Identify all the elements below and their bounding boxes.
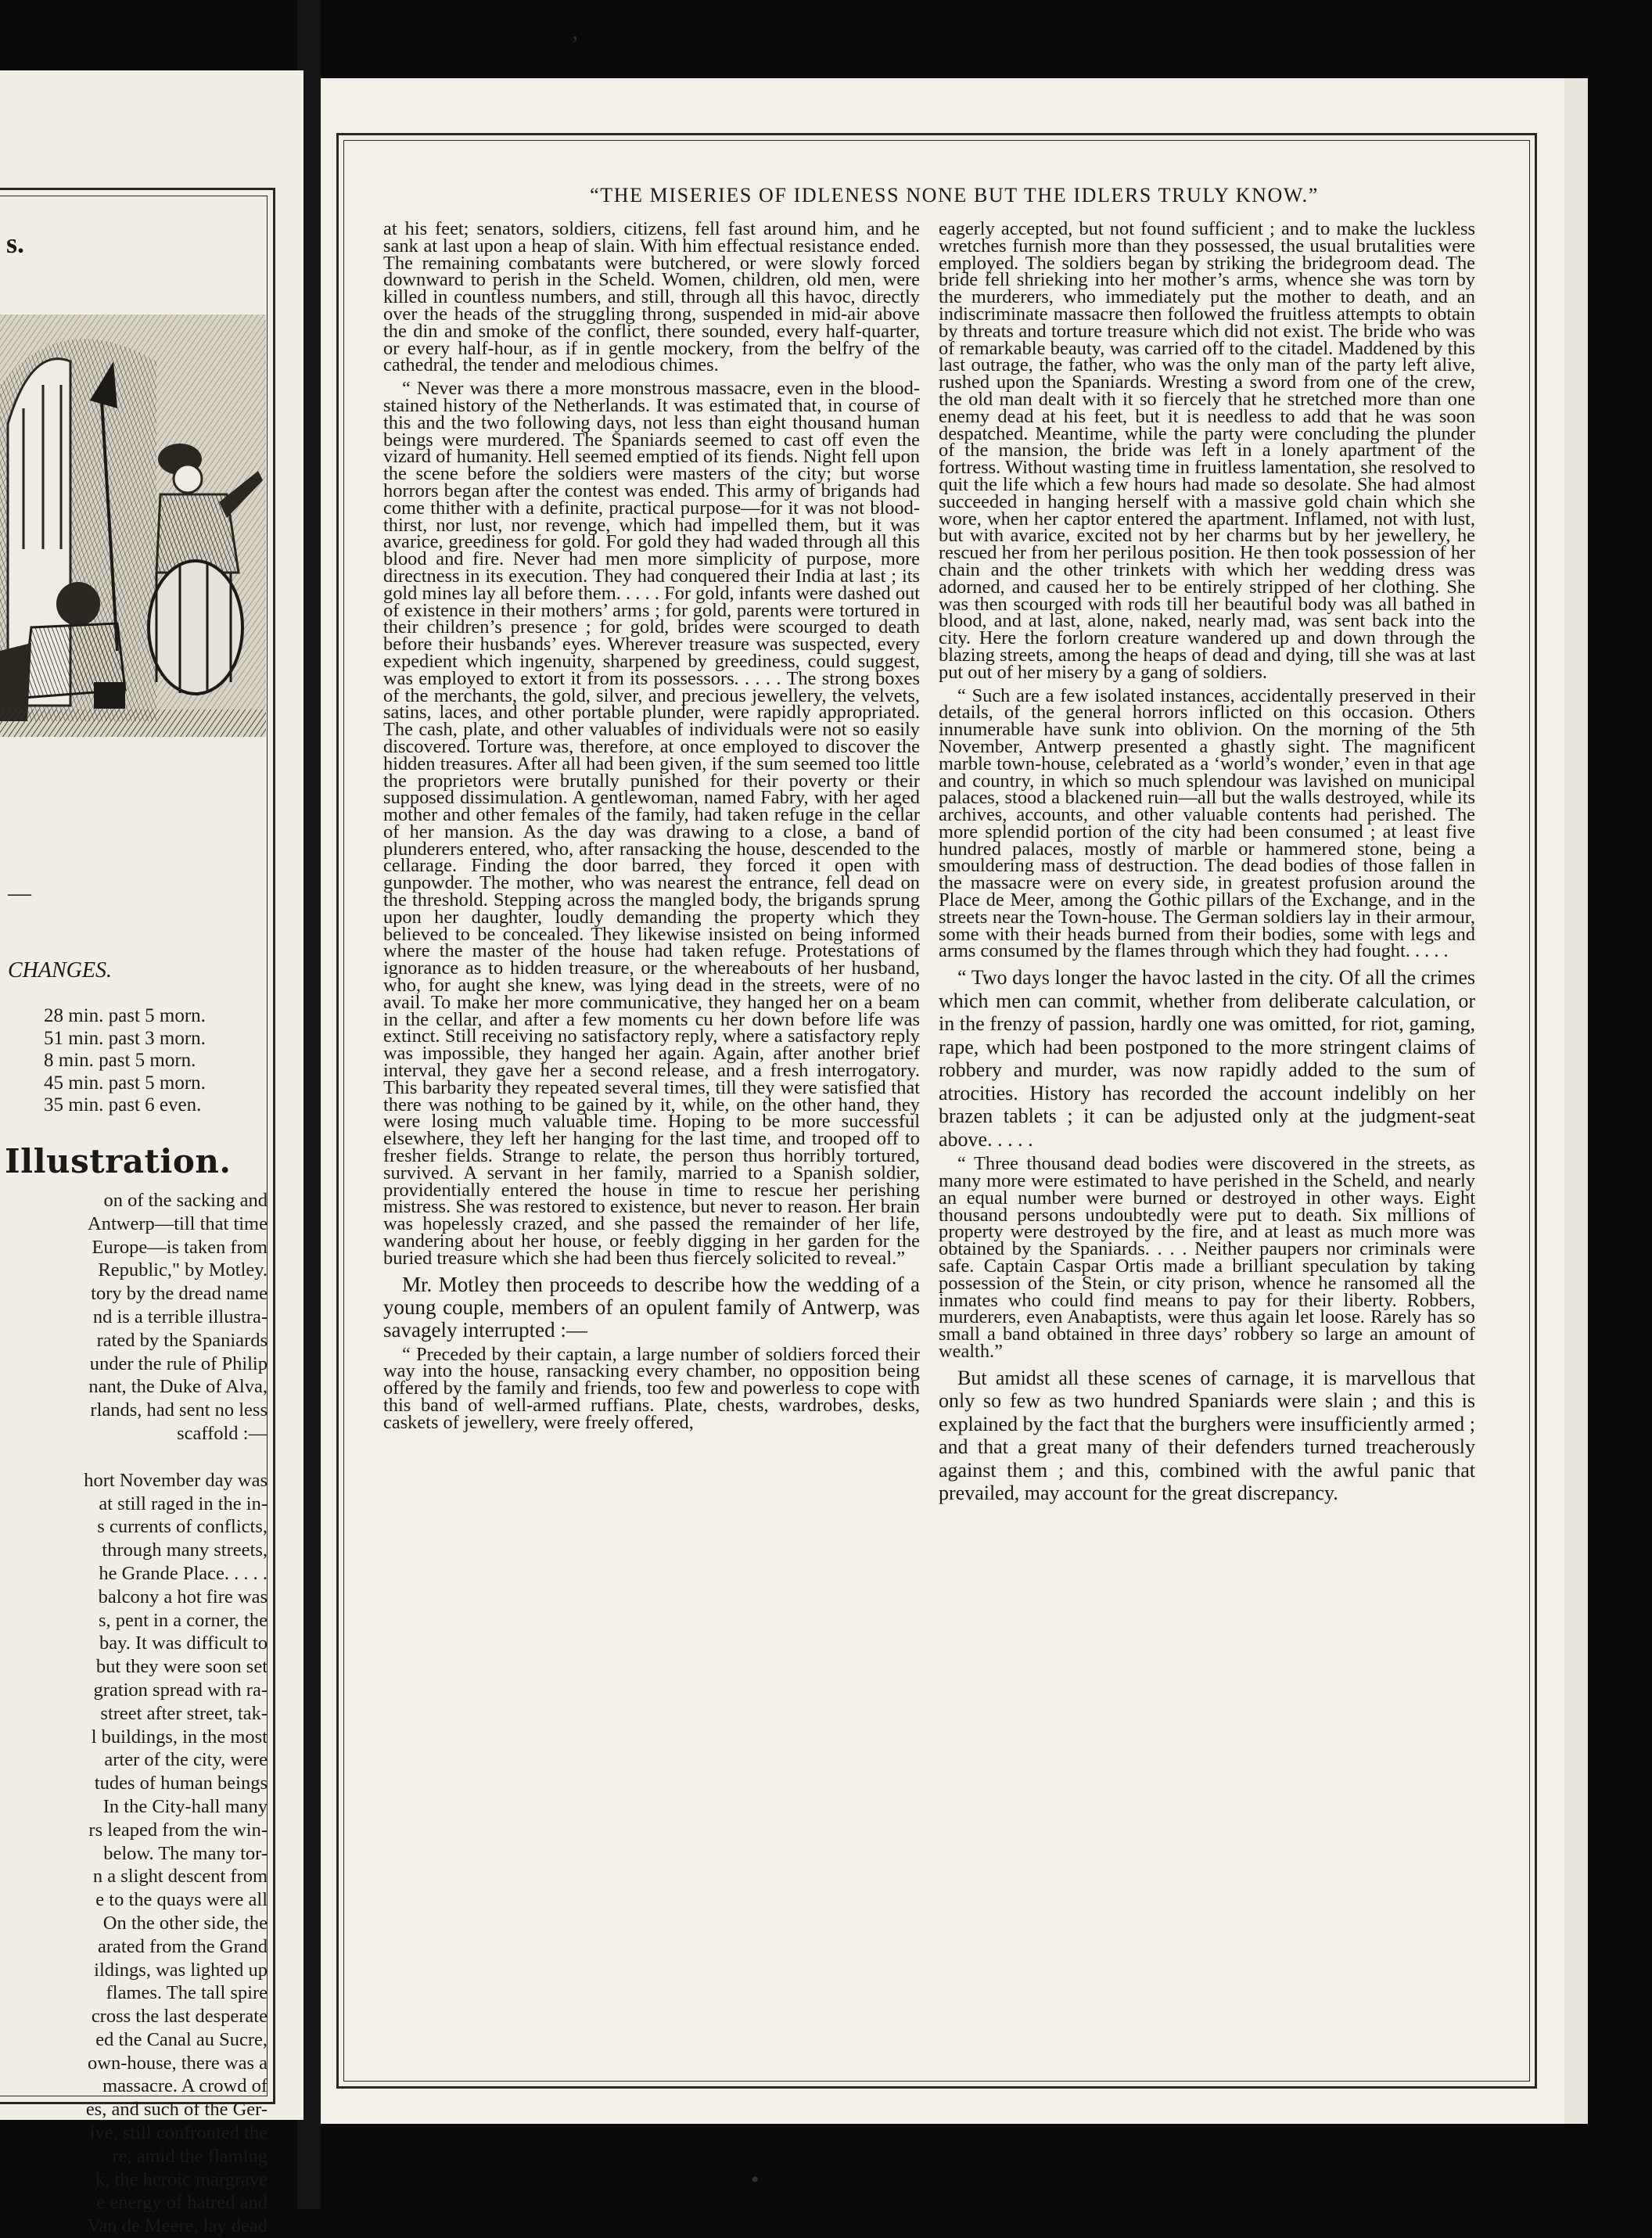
text-line: rs leaped from the win- [88,1819,268,1841]
text-line: cross the last desperate [91,2006,268,2028]
text-line: under the rule of Philip [89,1352,268,1374]
text-line: bay. It was difficult to [99,1633,268,1654]
text-line: Europe—is taken from [92,1236,268,1258]
illustration-heading: Illustration. [5,1142,232,1180]
text-line: e to the quays were all [95,1889,268,1911]
text-line: s currents of conflicts, [97,1516,268,1538]
text-column-left [383,218,920,1438]
text-line: es, and such of the Ger- [85,2099,268,2121]
text-line: ed the Canal au Sucre, [95,2028,268,2050]
text-line: at still raged in the in- [99,1493,268,1514]
text-line: arter of the city, were [104,1749,268,1771]
text-line: gration spread with ra- [93,1679,268,1701]
page-edge [1564,78,1588,2124]
text-line: ildings, was lighted up [94,1959,268,1981]
paragraph: “ Such are a few isolated instances, accidentally preserved in their details, of the general horrors inflicted on this occasion. Others innumerable have sunk into oblivion. On the morning of the 5th November, Antwerp presented a ghastly sight. The magnificent marble town-house, celebrated as a ‘world’s wonder,’ even in that age and country, in which so much splendour was lavished on municipal palaces, stood a blackened ruin—all but the walls destroyed, while its archives, accounts, and other valuable contents had perished. The more splendid portion of the city had been consumed ; at least five hundred palaces, mostly of marble or hammered stone, being a smouldering mass of destruction. The dead bodies of those fallen in the massacre were on every side, in greatest profusion around the Place de Meer, among the Gothic pillars of the Exchange, and in the streets near the Town-house. The German soldiers lay in their armour, some with their heads burned from their bodies, some with legs and arms consumed by the flames through which they had fought. . . . . [939,684,1475,962]
text-line: street after street, tak- [100,1702,268,1724]
text-line [2,1446,268,1469]
paragraph: But amidst all these scenes of carnage, it is marvellous that only so few as two hundred Spaniards were slain ; and this is explained by the fact that the burghers were insufficiently armed ; and that a great many of their defenders turned treacherously against them ; and this, combined with the awful panic that prevailed, may account for the great discrepancy. [939,1366,1475,1505]
text-line: arated from the Grand [98,1935,268,1957]
text-line: tudes of human beings [94,1773,268,1794]
tide-row: 8 min. past 5 morn. [44,1050,196,1072]
tide-row: 45 min. past 5 morn. [44,1072,206,1094]
text-line: rated by the Spaniards [96,1329,268,1351]
text-line: he Grande Place. . . . . [99,1562,268,1584]
text-line: balcony a hot fire was [98,1586,268,1608]
text-line: Van de Meere, lay dead [87,2215,268,2237]
text-line: In the City-hall many [102,1795,268,1817]
text-line: hort November day was [84,1469,268,1491]
text-line: On the other side, the [102,1912,268,1934]
text-line: nant, the Duke of Alva, [88,1376,268,1398]
text-line: nd is a terrible illustra- [92,1306,268,1327]
tide-row: 35 min. past 6 even. [44,1094,202,1116]
text-line: l buildings, in the most [91,1726,268,1748]
text-line: on of the sacking and [103,1190,268,1211]
left-page-text [2,1189,268,2238]
text-line: scaffold :— [177,1422,268,1444]
text-line: e energy of hatred and [96,2192,268,2214]
paragraph: “ Never was there a more monstrous massacre, even in the blood-stained history of the Netherlands. It was estimated that, in course of this and the two following days, not less than eight thousand human beings were murdered. The Spaniards seemed to cast off even the vizard of humanity. Hell seemed emptied of its fiends. Night fell upon the scene before the soldiers were masters of the city; but worse horrors began after the contest was ended. This army of brigands had come thither with a definite, practical purpose—for it was not blood-thirst, nor lust, nor revenge, which had impelled them, but it was avarice, greediness for gold. For gold they had waded through all this blood and fire. Never had men more simplicity of purpose, more directness in its execution. They had conquered their India at last ; its gold mines lay all before them. . . . . For gold, infants were dashed out of existence in their mothers’ arms ; for gold, parents were tortured in their children’s presence ; for gold, brides were scourged to death before their husbands’ eyes. Wherever treasure was suspected, every expedient which ingenuity, sharpened by greediness, could suggest, was employed to extort it from its possessors. . . . . The strong boxes of the merchants, the gold, silver, and precious jewellery, the velvets, satins, laces, and other portable plunder, were rapidly appropriated. The cash, plate, and other valuables of individuals were not so easily discovered. Torture was, therefore, at once employed to discover the hidden treasures. After all had been given, if the sum seemed too little the proprietors were brutally punished for their poverty or their supposed dissimulation. A gentlewoman, named Fabry, with her aged mother and other females of the family, had taken refuge in the cellar of her mansion. As the day was drawing to a close, a band of plunderers entered, who, after ransacking the house, descended to the cellarage. Finding the door barred, they forced it open with gunpowder. The mother, who was nearest the entrance, fell dead on the threshold. Stepping across the mangled body, the brigands sprung upon her daughter, loudly demanding the property which they believed to be concealed. They likewise insisted on being informed where the master of the house had taken refuge. Protestations of ignorance as to hidden treasure, or the whereabouts of her husband, who, for aught she knew, was lying dead in the streets, were of no avail. To make her more communicative, they hanged her on a beam in the cellar, and after a few moments cu her down before life was extinct. Still receiving no satisfactory reply, where a satisfactory reply was impossible, they hanged her again. Again, after another brief interval, they gave her a second release, and a fresh interrogatory. This barbarity they repeated several times, till they were satisfied that there was nothing to be gained by it, while, on the other hand, they were losing much valuable time. Hoping to be more successful elsewhere, they left her hanging for the last time, and trooped off to fresher fields. Strange to relate, the person thus horribly tortured, survived. A servant in her family, married to a Spanish soldier, providentially entered the house in time to rescue her perishing mistress. She was restored to existence, but never to reason. Her brain was hopelessly crazed, and she passed the remainder of her life, wandering about her house, or feebly digging in her garden for the buried treasure which she had been thus fiercely solicited to reveal.” [383,378,920,1269]
tide-table [44,1005,206,1117]
scan-speck: ’ [571,31,579,57]
left-caption-mark: — [8,880,31,906]
text-column-right [939,218,1475,1510]
paragraph: “ Three thousand dead bodies were discovered in the streets, as many more were estimated to have perished in the Scheld, and nearly an equal number were burned or destroyed in other ways. Eight thousand persons undoubtedly were put to death. Six millions of property were destroyed by the fire, and at least as much more was obtained by the Spaniards. . . . Neither paupers nor criminals were safe. Captain Caspar Ortis made a brilliant speculation by taking possession of the Stein, or city prison, whence he ransomed all the inmates who could find means to pay for their liberty. Robbers, murderers, even Anabaptists, were thus again let loose. Rarely has so small a band obtained in three days’ robbery so large an amount of wealth.” [939,1153,1475,1363]
text-line: rlands, had sent no less [90,1399,268,1421]
text-line: n a slight descent from [92,1866,268,1888]
tide-changes-heading: CHANGES. [8,958,112,982]
paragraph: eagerly accepted, but not found sufficient ; and to make the luckless wretches furnish more than they possessed, the usual brutalities were employed. The soldiers began by striking the bridegroom dead. The bride fell shrieking into her mother’s arms, whence she was torn by the murderers, who immediately put the mother to death, and an indiscriminate massacre then followed the fruitless attempts to obtain by threats and torture treasure which did not exist. The bride who was of remarkable beauty, was carried off to the citadel. Maddened by this last outrage, the father, who was the only man of the party left alive, rushed upon the Spaniards. Wresting a sword from one of the crew, the old man dealt with it so fiercely that he stretched more than one enemy dead at his feet, but it is needless to add that he was soon despatched. Meantime, while the party were concluding the plunder of the mansion, the bride was left in a lonely apartment of the fortress. Without wasting time in fruitless lamentation, she resolved to quit the life which a few hours had made so desolate. She had almost succeeded in hanging herself with a massive gold chain which she wore, when her captor entered the apartment. Inflamed, not with lust, but with avarice, excited not by her charms but by her jewellery, he rescued her from her perilous position. He then took possession of her chain and the other trinkets with which her wedding dress was adorned, and caused her to be entirely stripped of her clothing. She was then scourged with rods till her beautiful body was all bathed in blood, and at last, alone, naked, nearly mad, was sent back into the city. Here the forlorn creature wandered up and down through the blazing streets, among the heaps of dead and dying, till she was at last put out of her misery by a gang of soldiers. [939,218,1475,683]
text-line: s, pent in a corner, the [98,1609,268,1631]
text-line: re, amid the flaming [112,2145,268,2167]
soldiers-engraving-image [0,314,266,737]
engraving-illustration [0,314,266,737]
tide-row: 28 min. past 5 morn. [44,1005,206,1026]
running-head: “THE MISERIES OF IDLENESS NONE BUT THE IDLERS TRULY KNOW.” [590,184,1319,207]
text-line: below. The many tor- [103,1842,268,1864]
text-line: but they were soon set [95,1656,268,1678]
text-line: Republic," by Motley. [98,1259,268,1281]
text-line: own-house, there was a [88,2052,268,2074]
paragraph: at his feet; senators, soldiers, citizens, fell fast around him, and he sank at last upon a heap of slain. With him effectual resistance ended. The remaining combatants were butchered, or were slowly forced downward to perish in the Scheld. Women, children, old men, were killed in countless numbers, and still, through all this havoc, directly over the heads of the struggling throng, suspended in mid-air above the din and smoke of the conflict, there sounded, every half-quarter, or every half-hour, as if in gentle mockery, from the belfry of the cathedral, the tender and melodious chimes. [383,218,920,376]
text-line: k, the heroic margrave [95,2168,268,2190]
paragraph: “ Two days longer the havoc lasted in the city. Of all the crimes which men can commit, whether from deliberate calculation, or in the frenzy of passion, hardly one was omitted, for riot, gaming, rape, which had been postponed to the more stringent claims of robbery and murder, was now rapidly added to the sum of atrocities. History has recorded the account indelibly on her brazen tablets ; it can be adjusted only at the judgment-seat above. . . . . [939,966,1475,1151]
text-line: flames. The tall spire [106,1982,268,2004]
right-page [321,78,1588,2124]
text-line: massacre. A crowd of [102,2075,268,2097]
text-line: ive, still confronted the [89,2122,268,2144]
left-title-fragment: s. [6,228,25,259]
tide-row: 51 min. past 3 morn. [44,1027,206,1049]
text-line: Antwerp—till that time [88,1212,268,1234]
scan-speck: • [751,2167,760,2193]
left-page [0,70,303,2237]
text-line: through many streets, [102,1539,268,1561]
text-line: tory by the dread name [91,1283,268,1305]
paragraph: Mr. Motley then proceeds to describe how the wedding of a young couple, members of an opulent family of Antwerp, was savagely interrupted :— [383,1272,920,1342]
paragraph: “ Preceded by their captain, a large number of soldiers forced their way into the house, ransacking every chamber, no opposition being offered by the family and friends, too few and powerless to cope with this band of well-armed ruffians. Plate, chests, wardrobes, desks, caskets of jewellery, were freely offered, [383,1343,920,1433]
